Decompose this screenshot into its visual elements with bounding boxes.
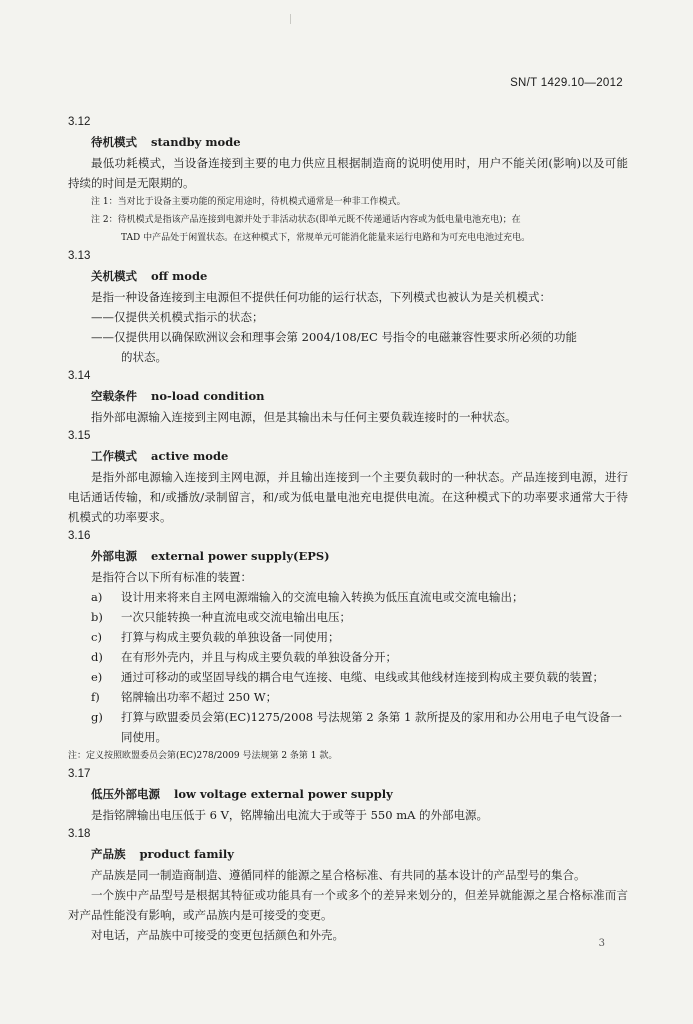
definition-paragraph: 一个族中产品型号是根据其特征或功能具有一个或多个的差异来划分的，但差异就能源之星合格标准而言对产品性能没有影响，或产品族内是可接受的变更。 xyxy=(68,888,628,922)
term-heading xyxy=(68,133,628,153)
note xyxy=(68,211,628,247)
document-content xyxy=(68,113,628,945)
list-text: 在有形外壳内，并且与构成主要负载的单独设备分开； xyxy=(121,650,397,664)
list-marker: g) xyxy=(91,710,103,724)
term-en: external power supply(EPS) xyxy=(151,549,330,563)
term-cn: 关机模式 xyxy=(91,269,137,283)
list-item xyxy=(68,607,628,627)
list-text: 设计用来将来自主网电源端输入的交流电输入转换为低压直流电或交流电输出； xyxy=(121,590,524,604)
section-number: 3.14 xyxy=(68,370,91,382)
list-text: 铭牌输出功率不超过 250 W； xyxy=(121,690,278,704)
list-marker: e) xyxy=(91,670,103,684)
dash-item xyxy=(68,327,628,367)
term-heading xyxy=(68,547,628,567)
term-heading xyxy=(68,845,628,865)
document-code: SN/T 1429.10—2012 xyxy=(510,77,623,89)
term-en: standby mode xyxy=(151,135,241,149)
list-text: 打算与构成主要负载的单独设备一同使用； xyxy=(121,630,340,644)
section-number: 3.12 xyxy=(68,116,91,128)
term-en: active mode xyxy=(151,449,229,463)
term-cn: 产品族 xyxy=(91,847,126,861)
list-item xyxy=(68,687,628,707)
definition-paragraph: 是指外部电源输入连接到主网电源，并且输出连接到一个主要负载时的一种状态。产品连接到电源，进行电话通话传输，和/或播放/录制留言，和/或为低电量电池充电提供电流。在这种模式下的功率要求通常大于待机模式的功率要求。 xyxy=(68,470,628,524)
page-number: 3 xyxy=(598,938,605,949)
note: 注：定义按照欧盟委员会第(EC)278/2009 号法规第 2 条第 1 款。 xyxy=(68,751,338,761)
term-cn: 空载条件 xyxy=(91,389,137,403)
term-en: product family xyxy=(139,847,234,861)
list-item xyxy=(68,627,628,647)
term-cn: 工作模式 xyxy=(91,449,137,463)
dash-line: ——仅提供用以确保欧洲议会和理事会第 2004/108/EC 号指令的电磁兼容性要求所必须的功能 xyxy=(91,330,577,344)
term-heading xyxy=(68,785,628,805)
term-heading xyxy=(68,447,628,467)
list-item xyxy=(68,587,628,607)
note-line: 注 2：待机模式是指该产品连接到电源并处于非活动状态(即单元既不传递通话内容或为低电量电池充电)；在 xyxy=(91,215,521,225)
term-heading xyxy=(68,267,628,287)
list-text: 打算与欧盟委员会第(EC)1275/2008 号法规第 2 条第 1 款所提及的家用和办公用电子电气设备一同使用。 xyxy=(121,710,622,744)
term-heading xyxy=(68,387,628,407)
term-cn: 低压外部电源 xyxy=(91,787,160,801)
list-marker: b) xyxy=(91,610,103,624)
definition-paragraph: 是指铭牌输出电压低于 6 V，铭牌输出电流大于或等于 550 mA 的外部电源。 xyxy=(91,808,489,822)
term-en: low voltage external power supply xyxy=(174,787,393,801)
definition-paragraph: 最低功耗模式，当设备连接到主要的电力供应且根据制造商的说明使用时，用户不能关闭(影响)以及可能持续的时间是无限期的。 xyxy=(68,156,628,190)
definition-paragraph: 对电话，产品族中可接受的变更包括颜色和外壳。 xyxy=(91,928,344,942)
note-line: TAD 中产品处于闲置状态。在这种模式下，常规单元可能消化能量来运行电路和为可充电电池过充电。 xyxy=(121,233,531,243)
definition-paragraph: 是指符合以下所有标准的装置： xyxy=(91,570,252,584)
section-number: 3.18 xyxy=(68,828,91,840)
section-number: 3.15 xyxy=(68,430,91,442)
note: 注 1：当对比于设备主要功能的预定用途时，待机模式通常是一种非工作模式。 xyxy=(91,197,406,207)
definition-paragraph: 产品族是同一制造商制造、遵循同样的能源之星合格标准、有共同的基本设计的产品型号的集合。 xyxy=(91,868,586,882)
list-item xyxy=(68,707,628,747)
list-marker: c) xyxy=(91,630,102,644)
list-marker: d) xyxy=(91,650,103,664)
term-en: off mode xyxy=(151,269,208,283)
dash-item: ——仅提供关机模式指示的状态； xyxy=(91,310,264,324)
list-marker: f) xyxy=(91,690,100,704)
list-item xyxy=(68,647,628,667)
list-item xyxy=(68,667,628,687)
section-number: 3.16 xyxy=(68,530,91,542)
scan-mark xyxy=(290,14,291,24)
section-number: 3.17 xyxy=(68,768,91,780)
list-marker: a) xyxy=(91,590,103,604)
definition-paragraph: 指外部电源输入连接到主网电源，但是其输出未与任何主要负载连接时的一种状态。 xyxy=(91,410,517,424)
term-cn: 外部电源 xyxy=(91,549,137,563)
definition-paragraph: 是指一种设备连接到主电源但不提供任何功能的运行状态，下列模式也被认为是关机模式： xyxy=(91,290,551,304)
dash-line: 的状态。 xyxy=(121,350,167,364)
list-text: 通过可移动的或坚固导线的耦合电气连接、电缆、电线或其他线材连接到构成主要负载的装置； xyxy=(121,670,604,684)
term-cn: 待机模式 xyxy=(91,135,137,149)
list-text: 一次只能转换一种直流电或交流电输出电压； xyxy=(121,610,351,624)
section-number: 3.13 xyxy=(68,250,91,262)
term-en: no-load condition xyxy=(151,389,265,403)
